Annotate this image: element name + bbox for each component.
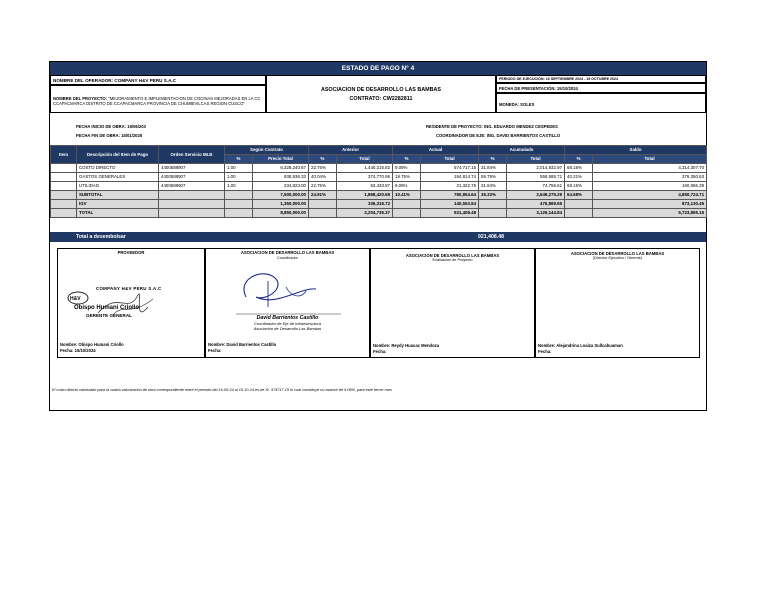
project-description (53, 96, 263, 106)
row-contract-total: 6,328,240.67 (253, 164, 309, 173)
row-current-pct: 19.75% (393, 173, 421, 182)
director-date: Fecha: (538, 349, 552, 354)
provider-signature-box (57, 248, 205, 358)
row-previous-total: 53,433.87 (337, 182, 393, 191)
row-accumulated-pct: 31.84% (479, 182, 507, 191)
disburse-amount: 921,408.48 (478, 234, 504, 240)
project-cell (50, 85, 266, 113)
row-order: 4400588907 (159, 164, 225, 173)
igv-row (51, 200, 707, 209)
subtotal-balance: 4,850,724.71 (593, 191, 707, 200)
evaluator-signature-box (370, 248, 535, 358)
project-name: "MEJORAMIENTO E IMPLEMENTACION DE COCINAS MEJORADAS EN LA CC CCAPACMARCA DISTRITO DE CCAPACMARCA PROVINCIA DE CHUMBIVILCAS REGION CUSCO" (53, 96, 261, 106)
coordinator-date: Fecha: (208, 348, 222, 353)
coordinator-line1: Coordinador de Eje de Infraestructura (254, 321, 321, 326)
row-previous-total: 1,440,215.82 (337, 164, 393, 173)
total-balance: 5,723,855.16 (593, 209, 707, 218)
period-cell (496, 75, 706, 83)
director-signature-box (535, 248, 700, 358)
col-accumulated-total: Total (507, 155, 565, 164)
row-accumulated-pct: 31.84% (479, 164, 507, 173)
row-description: COSTO DIRECTO (77, 164, 159, 173)
row-current-pct: 9.08% (393, 164, 421, 173)
col-balance: Saldo (565, 146, 707, 155)
subtotal-balance-pct: 64.68% (565, 191, 593, 200)
row-order: 4400588907 (159, 173, 225, 182)
footnote: El costo directo valorizado para la cuarta valorización de obra correspondiente entre el periodo del 16-09-24 al 15-10-24 es de S/. 574717.15 lo cual constituye un avance de 9.08%, para este tercer mes (52, 388, 392, 392)
table-row (51, 173, 707, 182)
currency: MONEDA: SOLES (499, 102, 535, 107)
row-balance-total: 4,314,307.70 (593, 164, 707, 173)
association-name: ASOCIACION DE DESARROLLO LAS BAMBAS (320, 87, 442, 93)
row-current-pct: 9.08% (393, 182, 421, 191)
row-contract-total: 234,823.00 (253, 182, 309, 191)
row-item (51, 182, 77, 191)
row-previous-total: 374,770.96 (337, 173, 393, 182)
director-subtitle: (Director Ejecutivo / Gerente) (592, 256, 643, 260)
row-contract-pct: 1.00 (225, 164, 253, 173)
col-accumulated: Acumulado (479, 146, 565, 155)
col-balance-pct: % (565, 155, 593, 164)
coordinator-title: ASOCIACION DE DESARROLLO LAS BAMBAS (240, 250, 335, 255)
row-accumulated-pct: 59.79% (479, 173, 507, 182)
row-accumulated-total: 2,014,932.97 (507, 164, 565, 173)
row-description: UTILIDAD (77, 182, 159, 191)
total-row (51, 209, 707, 218)
execution-period: PERIODO DE EJECUCIÓN: 16 SEPTIEMBRE 2024 - 15 OCTUBRE 2024 (499, 77, 619, 81)
row-order: 4400588907 (159, 182, 225, 191)
operator-name: NOMBRE DEL OPERADOR: COMPANY H&V PERU S.A.C (53, 78, 177, 83)
subtotal-current: 780,854.64 (421, 191, 479, 200)
row-current-total: 574,717.15 (421, 164, 479, 173)
presentation-date: FECHA DE PRESENTACIÓN: 15/10/2024 (499, 86, 578, 91)
col-description: Descripción del Item de Pago (77, 146, 159, 164)
col-current-total: Total (421, 155, 479, 164)
row-balance-pct: 68.16% (565, 182, 593, 191)
disburse-bar (50, 232, 706, 242)
start-date: FECHA INICIO DE OBRA: 19/06/203 (76, 124, 146, 129)
row-balance-total: 376,350.63 (593, 173, 707, 182)
col-accumulated-pct: % (479, 155, 507, 164)
igv-balance: 873,130.45 (593, 200, 707, 209)
coordinator-signature (206, 267, 369, 317)
evaluator-name: Nombre: Reydy Huacac Mendoza (373, 343, 440, 348)
row-current-total: 21,322.75 (421, 182, 479, 191)
evaluator-title: ASOCIACION DE DESARROLLO LAS BAMBAS (405, 253, 500, 258)
col-contract-price: Precio Total (253, 155, 309, 164)
row-contract-pct: 1.00 (225, 173, 253, 182)
coordinator-signer: David Barrientos Castillo (256, 315, 319, 321)
currency-cell (496, 93, 706, 113)
director-name: Nombre: Alejandrina Loaiza Sullcahuaman (538, 343, 623, 348)
col-current: Actual (393, 146, 479, 155)
col-current-pct: % (393, 155, 421, 164)
row-item (51, 164, 77, 173)
payment-table (50, 145, 707, 218)
provider-name: Nombre: Obispo Humani Criollo (60, 342, 124, 347)
subtotal-accumulated-pct: 35.32% (479, 191, 507, 200)
resident: RESIDENTE DE PROYECTO: ING. EDUARDO MENDEZ CESPEDES (426, 124, 558, 129)
provider-date: Fecha: 15/10/2024 (60, 348, 96, 353)
coordinator-signature-box (205, 248, 370, 358)
operator-cell (50, 75, 266, 85)
col-balance-total: Total (593, 155, 707, 164)
subtotal-row (51, 191, 707, 200)
coordinator-subtitle: Coordinador (277, 256, 298, 260)
row-description: GASTOS GENERALES (77, 173, 159, 182)
row-accumulated-total: 559,585.71 (507, 173, 565, 182)
svg-text:H&V: H&V (70, 296, 81, 302)
col-item: Item (51, 146, 77, 164)
subtotal-current-pct: 10.41% (393, 191, 421, 200)
total-accumulated: 3,126,144.84 (507, 209, 565, 218)
coordinator-line2: Asociación de Desarrollo Las Bambas (253, 326, 322, 331)
col-previous-total: Total (337, 155, 393, 164)
col-contract-pct: % (225, 155, 253, 164)
subtotal-accumulated: 2,649,275.29 (507, 191, 565, 200)
row-balance-pct: 68.16% (565, 164, 593, 173)
row-accumulated-total: 74,756.61 (507, 182, 565, 191)
payment-statement-sheet (49, 61, 707, 411)
igv-current: 140,553.84 (421, 200, 479, 209)
provider-title: PROVEEDOR (117, 250, 145, 255)
total-label: TOTAL (77, 209, 159, 218)
igv-label: IGV (77, 200, 159, 209)
director-title: ASOCIACION DE DESARROLLO LAS BAMBAS (570, 251, 665, 256)
subtotal-previous-pct: 24.91% (309, 191, 337, 200)
row-balance-total: 160,066.39 (593, 182, 707, 191)
association-cell (266, 75, 496, 113)
row-current-total: 184,814.74 (421, 173, 479, 182)
provider-role: GERENTE GENERAL (86, 313, 132, 318)
evaluator-subtitle: Evaluación de Proyecto (432, 258, 473, 262)
row-previous-pct: 22.75% (309, 182, 337, 191)
table-row (51, 164, 707, 173)
provider-company: COMPANY H&V PERU S.A.C (96, 286, 162, 291)
igv-previous: 336,315.72 (337, 200, 393, 209)
evaluator-date: Fecha: (373, 349, 387, 354)
row-previous-pct: 40.04% (309, 173, 337, 182)
row-balance-pct: 40.21% (565, 173, 593, 182)
presentation-cell (496, 83, 706, 93)
igv-accumulated: 476,869.55 (507, 200, 565, 209)
total-current: 921,408.48 (421, 209, 479, 218)
row-previous-pct: 22.75% (309, 164, 337, 173)
total-previous: 2,204,736.37 (337, 209, 393, 218)
end-date: FECHA FIN DE OBRA: 15/01/2025 (76, 133, 143, 138)
row-contract-pct: 1.00 (225, 182, 253, 191)
col-order: Orden Servicio MLB (159, 146, 225, 164)
subtotal-previous: 1,868,420.65 (337, 191, 393, 200)
coordinator-name: Nombre: David Barrientos Castillo (208, 342, 277, 347)
disburse-label: Total a desembolsar (76, 234, 126, 240)
igv-contract: 1,350,000.00 (253, 200, 309, 209)
project-label: NOMBRE DEL PROYECTO: (53, 96, 108, 101)
col-previous-pct: % (309, 155, 337, 164)
subtotal-contract: 7,500,000.00 (253, 191, 309, 200)
table-row (51, 182, 707, 191)
subtotal-label: SUBTOTAL (77, 191, 159, 200)
col-previous: Anterior (309, 146, 393, 155)
statement-title: ESTADO DE PAGO N° 4 (50, 62, 706, 75)
contract-number: CONTRATO: CW2282811 (349, 96, 413, 102)
total-contract: 8,850,000.00 (253, 209, 309, 218)
row-contract-total: 935,936.33 (253, 173, 309, 182)
coordinator: COORDINADOR DE EJE: ING. DAVID BARRIENTOS CASTILLO (436, 133, 561, 138)
col-contract: Según Contrato (225, 146, 309, 155)
provider-signer: Obispo Humani Criollo (74, 305, 140, 311)
row-item (51, 173, 77, 182)
